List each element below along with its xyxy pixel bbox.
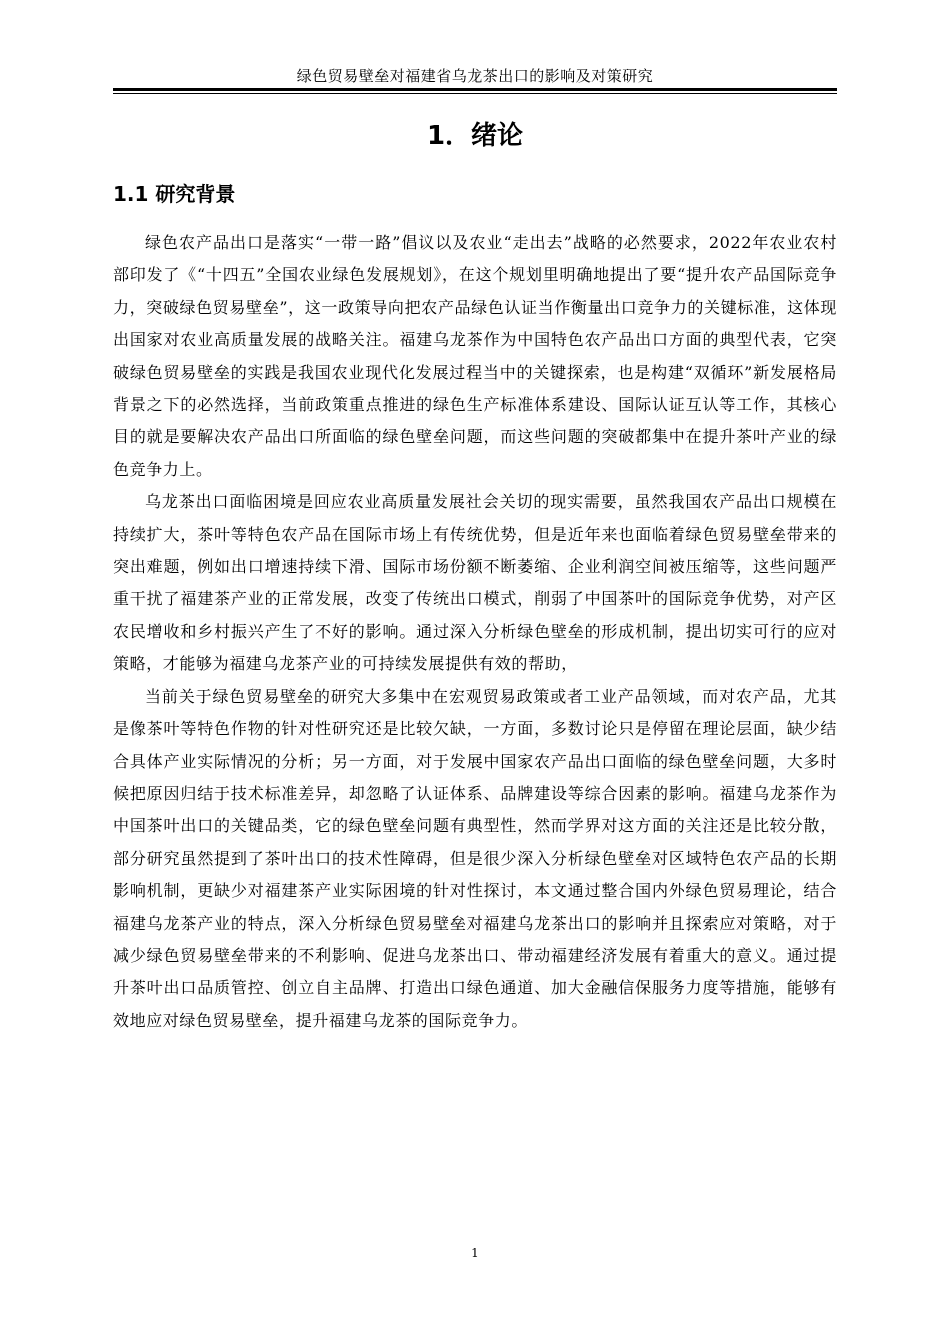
paragraph-3: 当前关于绿色贸易壁垒的研究大多集中在宏观贸易政策或者工业产品领域，而对农产品，尤其是像茶叶等特色作物的针对性研究还是比较欠缺，一方面，多数讨论只是停留在理论层面，缺少结合具体产业实际情况的分析；另一方面，对于发展中国家农产品出口面临的绿色壁垒问题，大多时候把原因归结于技术标准差异，却忽略了认证体系、品牌建设等综合因素的影响。福建乌龙茶作为中国茶叶出口的关键品类，它的绿色壁垒问题有典型性，然而学界对这方面的关注还是比较分散，部分研究虽然提到了茶叶出口的技术性障碍，但是很少深入分析绿色壁垒对区域特色农产品的长期影响机制，更缺少对福建茶产业实际困境的针对性探讨，本文通过整合国内外绿色贸易理论，结合福建乌龙茶产业的特点，深入分析绿色贸易壁垒对福建乌龙茶出口的影响并且探索应对策略，对于减少绿色贸易壁垒带来的不利影响、促进乌龙茶出口、带动福建经济发展有着重大的意义。通过提升茶叶出口品质管控、创立自主品牌、打造出口绿色通道、加大金融信保服务力度等措施，能够有效地应对绿色贸易壁垒，提升福建乌龙茶的国际竞争力。	[113, 686, 837, 1030]
header-rule-thick	[113, 88, 837, 91]
page-number: 1	[471, 1246, 479, 1260]
header-rule-thin	[113, 93, 837, 94]
section-title: 1.1 研究背景	[113, 182, 236, 206]
running-header: 绿色贸易壁垒对福建省乌龙茶出口的影响及对策研究	[296, 67, 654, 85]
paragraph-1: 绿色农产品出口是落实“一带一路”倡议以及农业“走出去”战略的必然要求，2022年农业农村部印发了《“十四五”全国农业绿色发展规划》，在这个规划里明确地提出了要“提升农产品国际竞争力，突破绿色贸易壁垒”，这一政策导向把农产品绿色认证当作衡量出口竞争力的关键标准，这体现出国家对农业高质量发展的战略关注。福建乌龙茶作为中国特色农产品出口方面的典型代表，它突破绿色贸易壁垒的实践是我国农业现代化发展过程当中的关键探索，也是构建“双循环”新发展格局背景之下的必然选择，当前政策重点推进的绿色生产标准体系建设、国际认证互认等工作，其核心目的就是要解决农产品出口所面临的绿色壁垒问题，而这些问题的突破都集中在提升茶叶产业的绿色竞争力上。	[113, 233, 837, 479]
paragraph-2: 乌龙茶出口面临困境是回应农业高质量发展社会关切的现实需要，虽然我国农产品出口规模在持续扩大，茶叶等特色农产品在国际市场上有传统优势，但是近年来也面临着绿色贸易壁垒带来的突出难题，例如出口增速持续下滑、国际市场份额不断萎缩、企业利润空间被压缩等，这些问题严重干扰了福建茶产业的正常发展，改变了传统出口模式，削弱了中国茶叶的国际竞争优势，对产区农民增收和乡村振兴产生了不好的影响。通过深入分析绿色壁垒的形成机制，提出切实可行的应对策略，才能够为福建乌龙茶产业的可持续发展提供有效的帮助，	[113, 492, 837, 674]
body-text	[113, 227, 837, 1037]
chapter-title: 1．绪论	[426, 121, 524, 151]
